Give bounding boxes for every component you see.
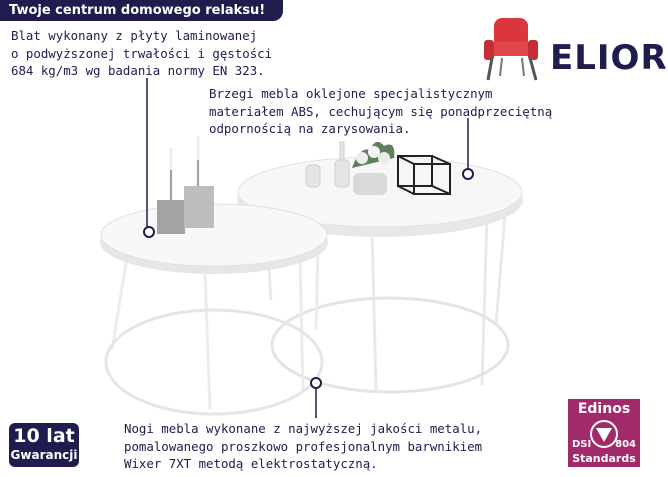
marker-brzegi — [463, 169, 473, 179]
certificate-left: DSI — [572, 439, 592, 450]
warranty-years: 10 lat — [13, 425, 75, 447]
callout-line: Nogi mebla wykonane z najwyższej jakości metalu, — [124, 421, 483, 436]
callout-blat — [11, 27, 272, 80]
callout-nogi — [124, 420, 482, 473]
armchair-icon — [480, 14, 544, 84]
certificate-right: 804 — [615, 439, 636, 450]
warranty-badge — [9, 423, 79, 467]
callout-line: 684 kg/m3 wg badania normy EN 323. — [11, 63, 265, 78]
callout-line: Brzegi mebla oklejone specjalistycznym — [209, 86, 493, 101]
certificate-badge — [568, 399, 640, 467]
callout-brzegi — [209, 85, 552, 138]
callout-line: o podwyższonej trwałości i gęstości — [11, 45, 273, 61]
candle-holders — [157, 136, 214, 234]
banner-title: Twoje centrum domowego relaksu! — [0, 0, 283, 21]
marker-nogi — [311, 378, 321, 388]
marker-blat — [144, 227, 154, 237]
brand-name: ELIOR — [550, 38, 668, 78]
callout-line: Blat wykonany z płyty laminowanej — [11, 28, 258, 43]
warranty-label: Gwarancji — [10, 448, 78, 462]
certificate-standards: Standards — [572, 452, 636, 465]
callout-line: materiałem ABS, cechującym się ponadprzeciętną — [209, 103, 553, 119]
callout-line: odpornością na zarysowania. — [209, 121, 411, 136]
certificate-title: Edinos — [577, 401, 631, 417]
callout-line: Wixer 7XT metodą elektrostatyczną. — [124, 456, 378, 471]
brand-logo — [480, 14, 668, 84]
callout-line: pomalowanego proszkowo profesjonalnym barwnikiem — [124, 438, 483, 454]
